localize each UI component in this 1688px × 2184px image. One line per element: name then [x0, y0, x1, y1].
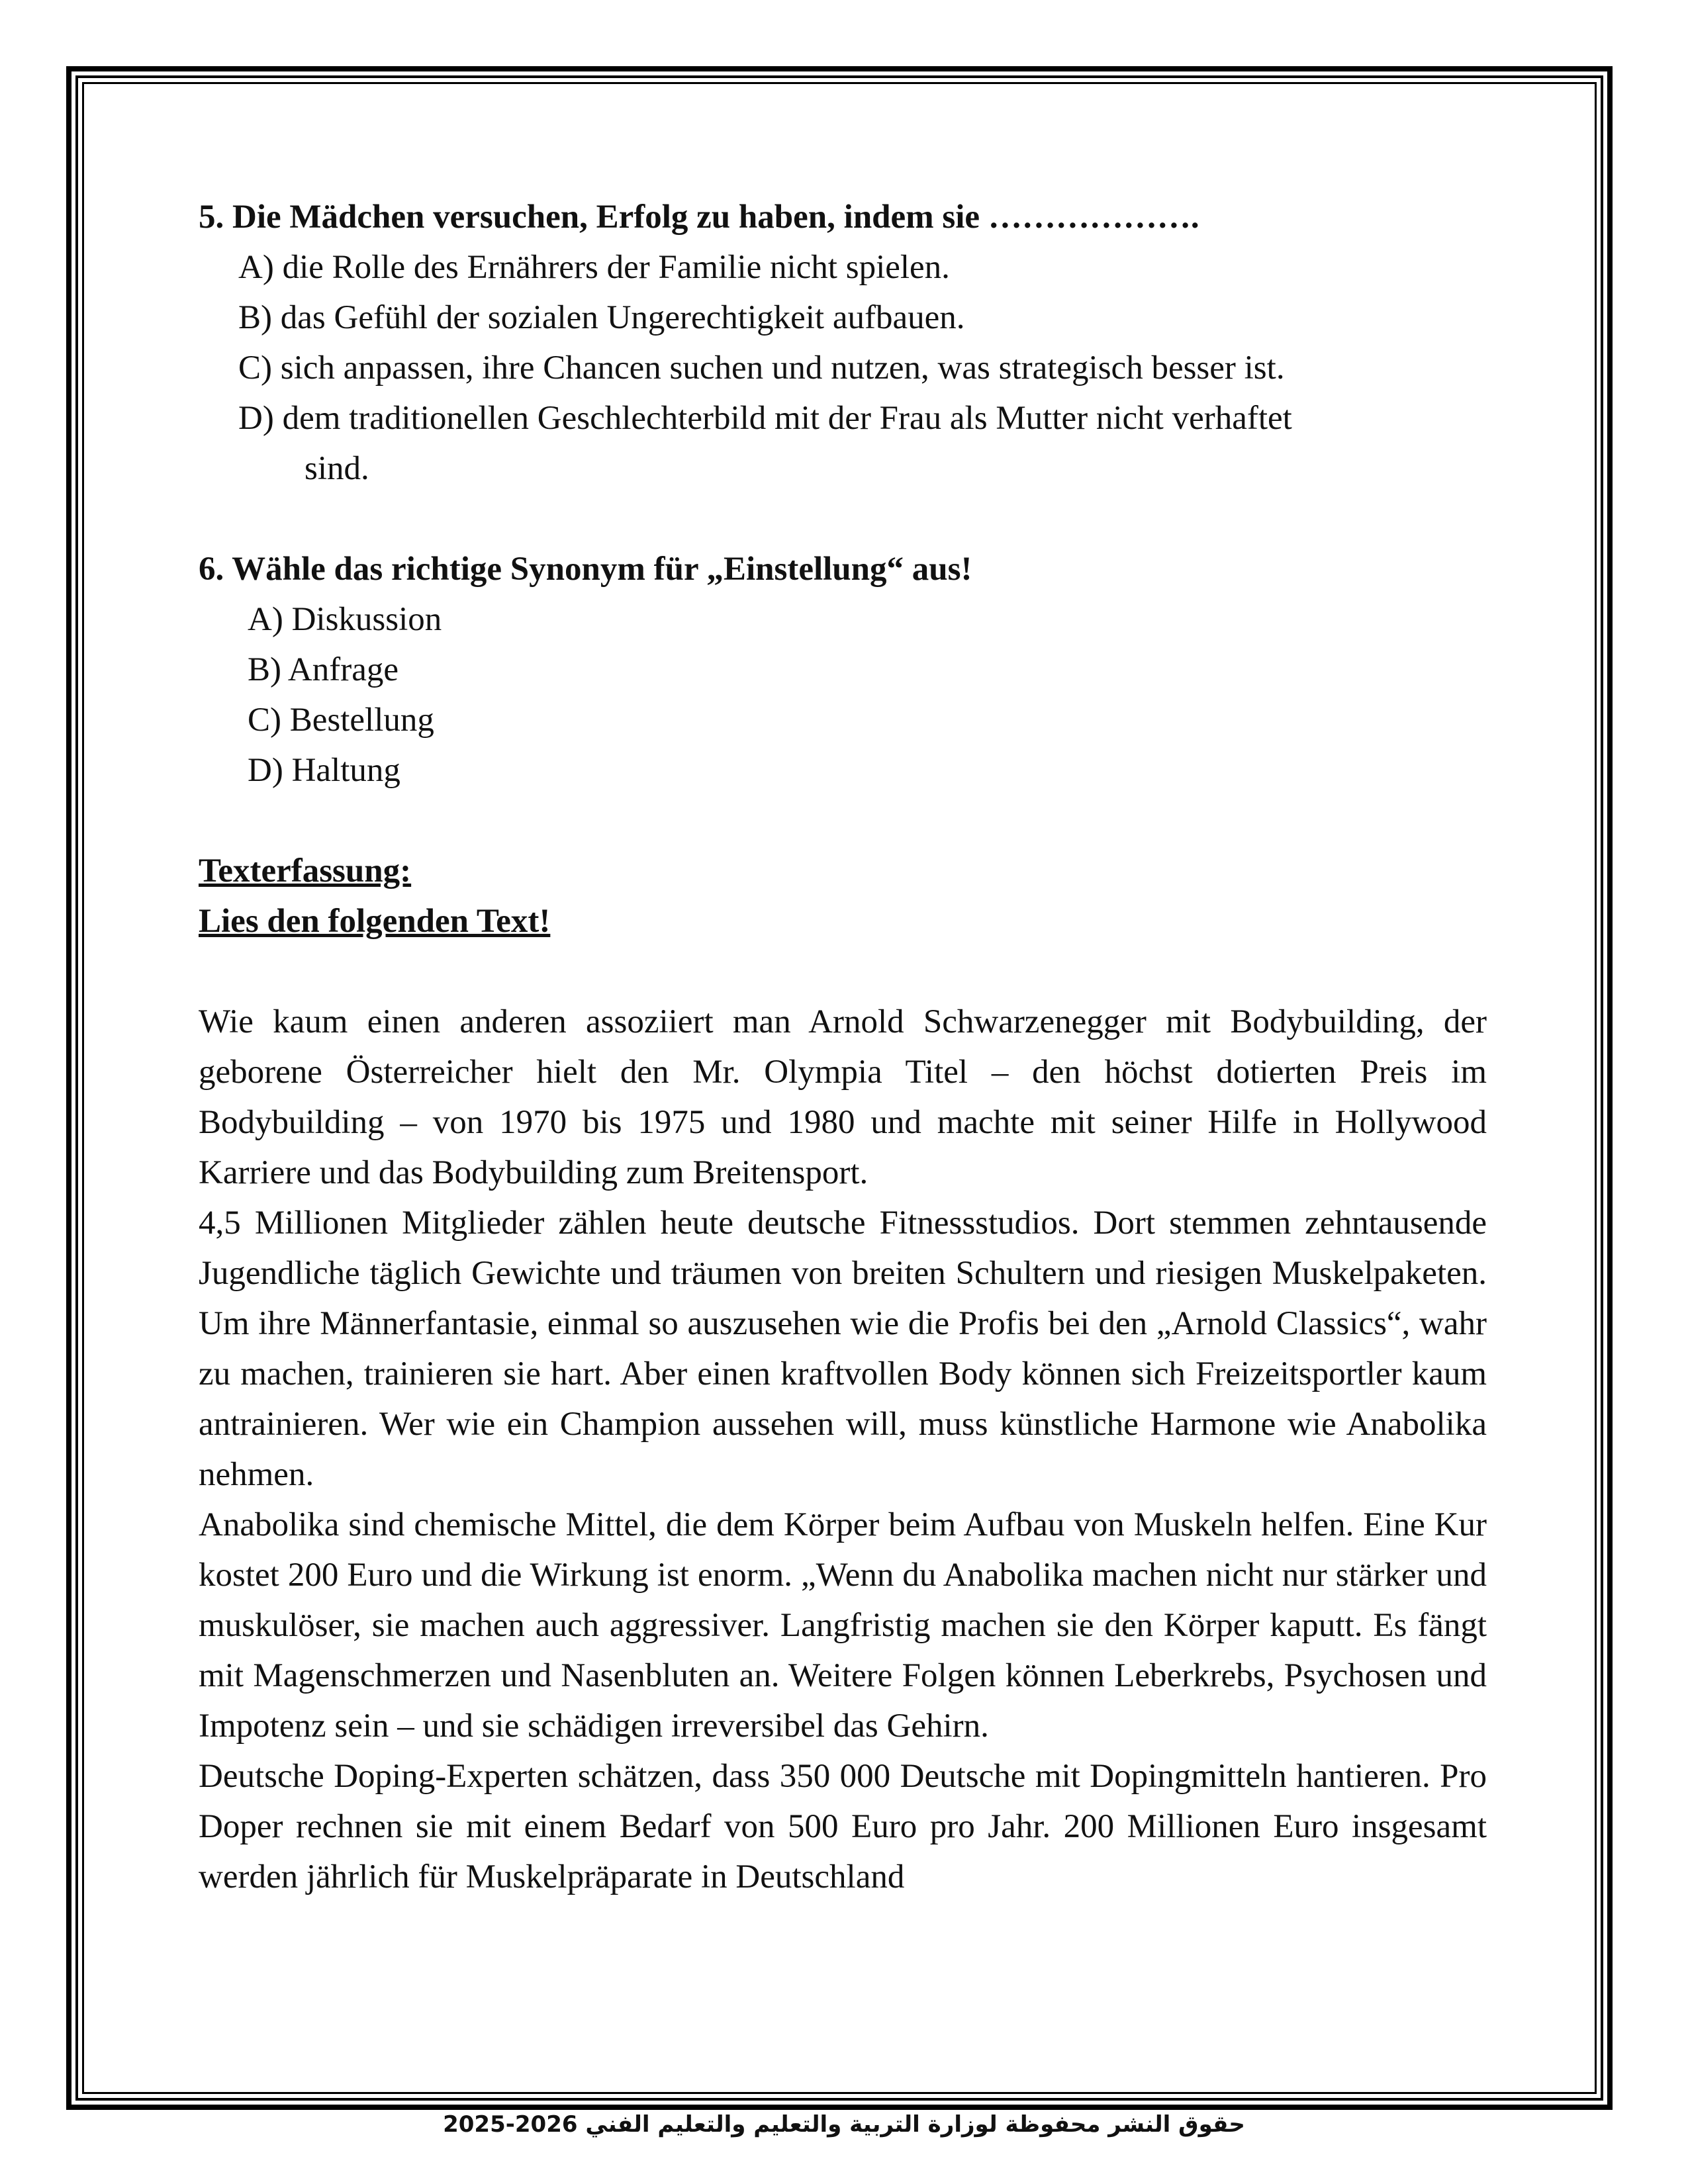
document-content	[199, 192, 1487, 1902]
text-paragraph-4: Deutsche Doping-Experten schätzen, dass 350 000 Deutsche mit Dopingmitteln hantieren. Pro Doper rechnen sie mit einem Bedarf von 500 Euro pro Jahr. 200 Millionen Euro insgesamt werden jährlich für Muskelpräparate in Deutschland	[199, 1758, 1487, 1895]
spacer	[199, 946, 1487, 997]
section-instruction: Lies den folgenden Text!	[199, 903, 551, 940]
question-6-option-c: C) Bestellung	[248, 702, 434, 739]
question-5-option-d-continuation: sind.	[305, 450, 369, 487]
text-paragraph-3: Anabolika sind chemische Mittel, die dem Körper beim Aufbau von Muskeln helfen. Eine Kur kostet 200 Euro und die Wirkung ist enorm. „Wenn du Anabolika machen nicht nur stärker und muskulöser, sie machen auch aggressiver. Langfristig machen sie den Körper kaputt. Es fängt mit Magenschmerzen und Nasenbluten an. Weitere Folgen können Leberkrebs, Psychosen und Impotenz sein – und sie schädigen irreversibel das Gehirn.	[199, 1506, 1487, 1745]
spacer	[199, 494, 1487, 544]
question-6-option-b: B) Anfrage	[248, 651, 399, 688]
question-5-option-c: C) sich anpassen, ihre Chancen suchen und nutzen, was strategisch besser ist.	[238, 349, 1285, 387]
question-5-option-a: A) die Rolle des Ernährers der Familie nicht spielen.	[238, 249, 950, 286]
text-paragraph-1: Wie kaum einen anderen assoziiert man Arnold Schwarzenegger mit Bodybuilding, der geborene Österreicher hielt den Mr. Olympia Titel – den höchst dotierten Preis im Bodybuilding – von 1970 bis 1975 und 1980 und machte mit seiner Hilfe in Hollywood Karriere und das Bodybuilding zum Breitensport.	[199, 1003, 1487, 1191]
question-5-option-b: B) das Gefühl der sozialen Ungerechtigkeit aufbauen.	[238, 299, 965, 336]
question-6-option-a: A) Diskussion	[248, 601, 442, 638]
section-heading: Texterfassung:	[199, 852, 412, 889]
text-paragraph-2: 4,5 Millionen Mitglieder zählen heute deutsche Fitnessstudios. Dort stemmen zehntausende Jugendliche täglich Gewichte und träumen von breiten Schultern und riesigen Muskelpaketen. Um ihre Männerfantasie, einmal so auszusehen wie die Profis bei den „Arnold Classics“, wahr zu machen, trainieren sie hart. Aber einen kraftvollen Body können sich Freizeitsportler kaum antrainieren. Wer wie ein Champion aussehen will, muss künstliche Harmone wie Anabolika nehmen.	[199, 1205, 1487, 1493]
copyright-footer: حقوق النشر محفوظة لوزارة التربية والتعليم والتعليم الفني 2026-2025	[443, 2111, 1245, 2138]
question-6-title: 6. Wähle das richtige Synonym für „Einstellung“ aus!	[199, 551, 972, 588]
spacer	[199, 796, 1487, 846]
question-6-option-d: D) Haltung	[248, 752, 400, 789]
question-5-option-d: D) dem traditionellen Geschlechterbild mit der Frau als Mutter nicht verhaftet	[238, 400, 1292, 437]
question-5-title: 5. Die Mädchen versuchen, Erfolg zu haben, indem sie ……………….	[199, 199, 1199, 236]
